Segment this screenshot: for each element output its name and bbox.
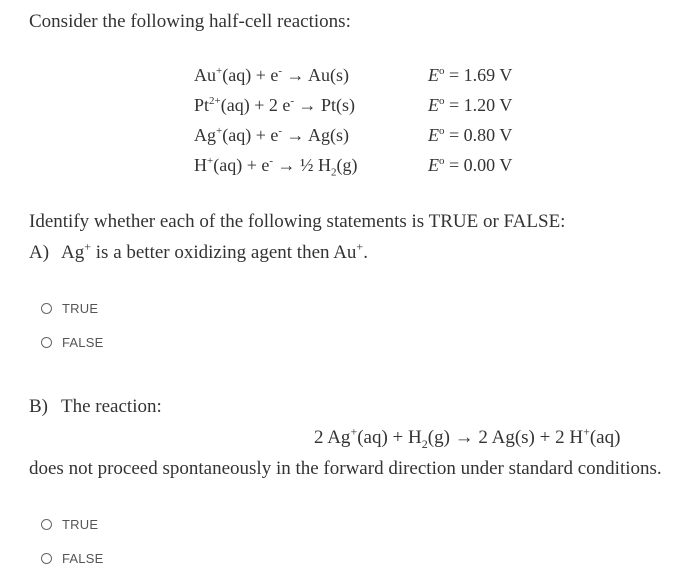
half-cell-reactions-table [194, 62, 534, 182]
radio-button-icon[interactable] [41, 553, 52, 564]
intro-text: Consider the following half-cell reactions: [29, 11, 351, 32]
option-a-false[interactable] [41, 332, 103, 352]
standard-potential: $E^o = 0.80$ V [428, 125, 513, 145]
question-b: B) The reaction: [29, 396, 162, 417]
radio-button-icon[interactable] [41, 519, 52, 530]
standard-potential: $E^o = 1.20$ V [428, 95, 513, 115]
standard-potential: $E^o = 1.69$ V [428, 65, 513, 85]
instruction-text: Identify whether each of the following statements is TRUE or FALSE: [29, 211, 566, 232]
overall-reaction-equation: 2 $Ag^+(aq) + H_2(g) \to 2$ Ag(s) + 2 H+(aq) [314, 424, 621, 451]
option-a-true[interactable] [41, 298, 98, 318]
standard-potential: $E^o = 0.00$ V [428, 155, 513, 175]
reaction-equation: Au+(aq) + e- → Au(s) [194, 65, 350, 85]
arrow-icon: → [286, 65, 305, 85]
option-label: TRUE [62, 300, 99, 316]
reaction-row [194, 92, 534, 122]
reaction-row [194, 122, 534, 152]
option-b-false[interactable] [41, 548, 103, 568]
question-a: A) Ag+ is a better oxidizing agent then Au+. [29, 239, 368, 263]
option-label: FALSE [62, 550, 104, 566]
reaction-equation: Ag+(aq) + e- → Ag(s) [194, 125, 350, 145]
reaction-equation: H+(aq) + e- → ½ $H_2(g)$ [194, 155, 358, 179]
reaction-row [194, 152, 534, 182]
arrow-icon: → [286, 125, 305, 145]
question-letter: B) [29, 396, 48, 417]
arrow-icon: → [277, 155, 296, 175]
arrow-icon: → [298, 95, 317, 115]
option-label: FALSE [62, 334, 104, 350]
option-b-true[interactable] [41, 514, 98, 534]
reaction-equation: $Pt^{2+}(aq) + 2$ e- → Pt(s) [194, 95, 356, 115]
reaction-row [194, 62, 534, 92]
conclusion-text: does not proceed spontaneously in the forward direction under standard conditions. [29, 458, 662, 479]
option-label: TRUE [62, 516, 99, 532]
radio-button-icon[interactable] [41, 337, 52, 348]
question-letter: A) [29, 242, 50, 263]
radio-button-icon[interactable] [41, 303, 52, 314]
